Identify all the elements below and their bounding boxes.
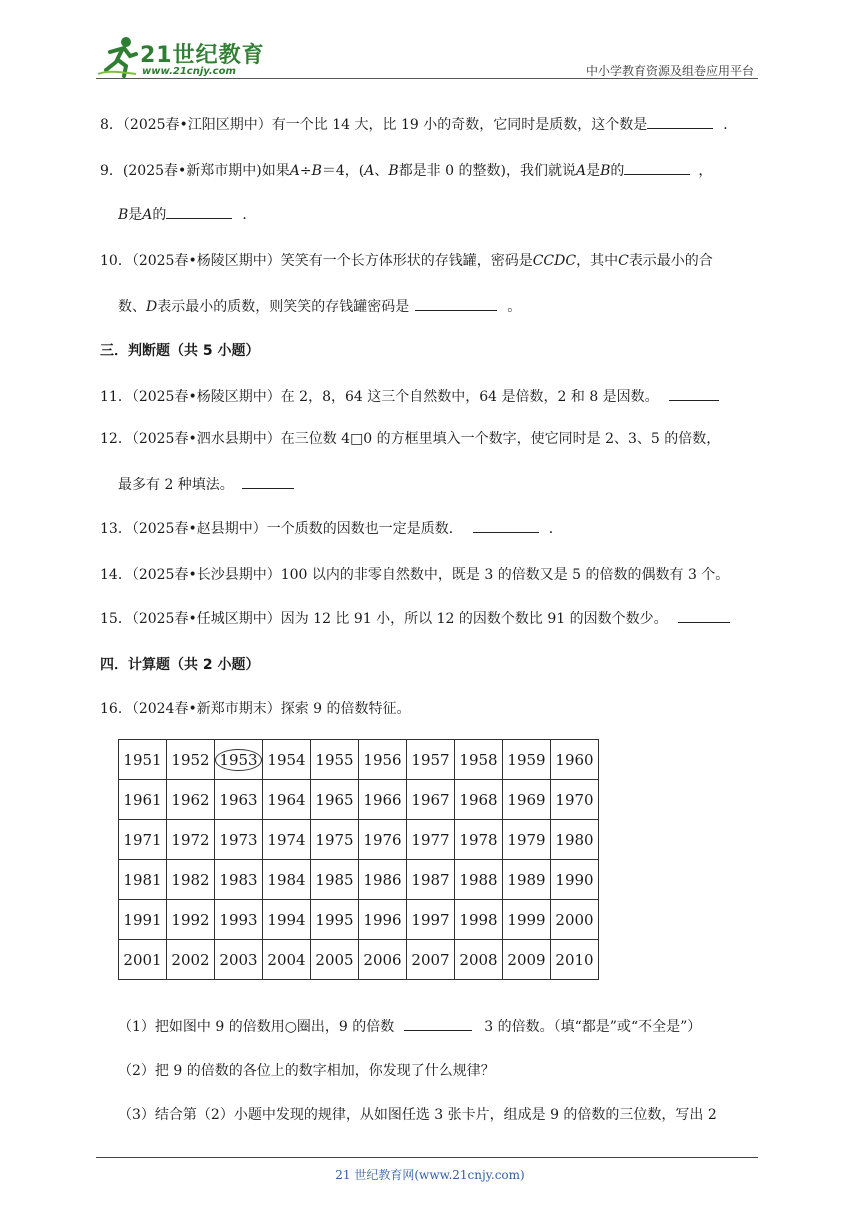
cell-number: 1988: [459, 870, 498, 889]
grid-cell[interactable]: [407, 900, 455, 940]
cell-number: 1957: [411, 750, 450, 769]
answer-blank[interactable]: [678, 608, 730, 623]
sub-question-3: （3）结合第（2）小题中发现的规律，从如图任选 3 张卡片，组成是 9 的倍数的三位数，写出 2: [118, 1107, 717, 1123]
cell-number: 1978: [459, 830, 498, 849]
grid-cell[interactable]: [359, 780, 407, 820]
platform-name: 中小学教育资源及组卷应用平台: [585, 64, 754, 78]
grid-cell[interactable]: [215, 860, 263, 900]
grid-cell[interactable]: [263, 780, 311, 820]
cell-number: 1963: [219, 790, 258, 809]
cell-number: 1996: [363, 910, 402, 929]
cell-number: 1991: [123, 910, 162, 929]
grid-cell[interactable]: [167, 900, 215, 940]
cell-number: 1958: [459, 750, 498, 769]
answer-blank[interactable]: [647, 114, 713, 129]
cell-number: 1999: [507, 910, 546, 929]
grid-cell[interactable]: [551, 900, 599, 940]
cell-number: 2003: [219, 950, 258, 969]
cell-number: 1968: [459, 790, 498, 809]
cell-number: 1980: [555, 830, 594, 849]
grid-cell[interactable]: [119, 860, 167, 900]
grid-cell[interactable]: [503, 940, 551, 980]
grid-cell[interactable]: [167, 860, 215, 900]
cell-number: 1969: [507, 790, 546, 809]
cell-number: 1976: [363, 830, 402, 849]
cell-number: 1954: [267, 750, 306, 769]
question-10-line2: 数、D表示最小的质数，则笑笑的存钱罐密码是 。: [118, 296, 521, 316]
page-header: [96, 30, 758, 80]
logo-url: www.21cnjy.com: [142, 66, 236, 77]
grid-cell[interactable]: [167, 940, 215, 980]
question-9-line2: B是A的 ．: [118, 204, 256, 224]
grid-cell[interactable]: [455, 940, 503, 980]
cell-number: 1998: [459, 910, 498, 929]
grid-cell[interactable]: [263, 900, 311, 940]
grid-cell[interactable]: [215, 900, 263, 940]
cell-number: 2005: [315, 950, 354, 969]
question-12: 12．（2025春•泗水县期中）在三位数 4□0 的方框里填入一个数字，使它同时是 2、3、5 的倍数，: [100, 431, 721, 447]
cell-number: 1974: [267, 830, 306, 849]
grid-row: [119, 900, 599, 940]
cell-number: 1970: [555, 790, 594, 809]
cell-number: 1972: [171, 830, 210, 849]
cell-number: 1953: [215, 749, 261, 771]
answer-blank[interactable]: [166, 204, 232, 219]
grid-cell[interactable]: [407, 780, 455, 820]
cell-number: 1989: [507, 870, 546, 889]
cell-number: 1983: [219, 870, 258, 889]
grid-cell[interactable]: [407, 820, 455, 860]
runner-logo-icon: [96, 34, 140, 78]
question-15: 15．（2025春•任城区期中）因为 12 比 91 小，所以 12 的因数个数比 91 的因数个数少。: [100, 608, 730, 628]
grid-cell[interactable]: [215, 820, 263, 860]
grid-cell[interactable]: [407, 940, 455, 980]
question-number: 8．: [100, 117, 123, 133]
cell-number: 1990: [555, 870, 594, 889]
grid-cell[interactable]: [407, 740, 455, 780]
grid-cell[interactable]: [407, 860, 455, 900]
cell-number: 1994: [267, 910, 306, 929]
grid-cell[interactable]: [311, 780, 359, 820]
grid-cell[interactable]: [311, 900, 359, 940]
grid-cell[interactable]: [311, 820, 359, 860]
grid-cell[interactable]: [167, 740, 215, 780]
cell-number: 1961: [123, 790, 162, 809]
cell-number: 2001: [123, 950, 162, 969]
grid-cell[interactable]: [167, 780, 215, 820]
cell-number: 1960: [555, 750, 594, 769]
question-16: 16．（2024春•新郑市期末）探索 9 的倍数特征。: [100, 701, 411, 717]
sub-question-2: （2）把 9 的倍数的各位上的数字相加，你发现了什么规律？: [118, 1063, 495, 1079]
cell-number: 1959: [507, 750, 546, 769]
grid-cell[interactable]: [119, 900, 167, 940]
question-14: 14．（2025春•长沙县期中）100 以内的非零自然数中，既是 3 的倍数又是 5 的倍数的偶数有 3 个。: [100, 567, 730, 583]
grid-cell[interactable]: [119, 780, 167, 820]
cell-number: 1985: [315, 870, 354, 889]
cell-number: 1979: [507, 830, 546, 849]
grid-cell[interactable]: [455, 820, 503, 860]
cell-number: 1975: [315, 830, 354, 849]
grid-cell[interactable]: [119, 820, 167, 860]
cell-number: 1971: [123, 830, 162, 849]
grid-cell[interactable]: [503, 900, 551, 940]
grid-cell[interactable]: [503, 820, 551, 860]
grid-cell[interactable]: [503, 740, 551, 780]
question-source: （2025春•江阳区期中）: [122, 117, 272, 133]
cell-number: 1973: [219, 830, 258, 849]
cell-number: 1955: [315, 750, 354, 769]
grid-cell[interactable]: [311, 940, 359, 980]
footer-divider: [96, 1157, 758, 1158]
cell-number: 1966: [363, 790, 402, 809]
grid-cell[interactable]: [359, 860, 407, 900]
cell-number: 1981: [123, 870, 162, 889]
section-title-calc: 四．计算题（共 2 小题）: [100, 657, 260, 673]
site-logo: [96, 34, 266, 78]
cell-number: 2006: [363, 950, 402, 969]
cell-number: 2009: [507, 950, 546, 969]
cell-number: 1993: [219, 910, 258, 929]
grid-cell[interactable]: [551, 740, 599, 780]
number-grid: [118, 739, 599, 980]
grid-row: [119, 740, 599, 780]
grid-row: [119, 780, 599, 820]
grid-cell[interactable]: [551, 780, 599, 820]
grid-row: [119, 940, 599, 980]
grid-cell[interactable]: [311, 740, 359, 780]
grid-cell[interactable]: [455, 780, 503, 820]
cell-number: 1956: [363, 750, 402, 769]
grid-cell[interactable]: [311, 860, 359, 900]
cell-number: 1952: [171, 750, 210, 769]
page-footer: 21 世纪教育网(www.21cnjy.com): [335, 1168, 525, 1182]
cell-number: 2002: [171, 950, 210, 969]
cell-number: 1977: [411, 830, 450, 849]
question-10: 10．（2025春•杨陵区期中）笑笑有一个长方体形状的存钱罐，密码是CCDC，其中C表示最小的合: [100, 253, 713, 269]
answer-blank[interactable]: [669, 386, 719, 401]
cell-number: 2010: [555, 950, 594, 969]
cell-number: 1964: [267, 790, 306, 809]
answer-blank[interactable]: [473, 518, 539, 533]
cell-number: 1995: [315, 910, 354, 929]
grid-cell[interactable]: [119, 940, 167, 980]
grid-cell[interactable]: [455, 860, 503, 900]
cell-number: 1997: [411, 910, 450, 929]
grid-cell[interactable]: [455, 900, 503, 940]
grid-row: [119, 860, 599, 900]
cell-number: 1962: [171, 790, 210, 809]
cell-number: 2004: [267, 950, 306, 969]
header-divider: [96, 78, 758, 79]
logo-text: 21世纪教育: [140, 43, 265, 68]
sub-question-1: （1）把如图中 9 的倍数用○圈出，9 的倍数 3 的倍数。（填“都是”或“不全是”）: [118, 1016, 701, 1036]
cell-number: 1992: [171, 910, 210, 929]
cell-number: 1984: [267, 870, 306, 889]
answer-blank[interactable]: [624, 160, 690, 175]
cell-number: 1967: [411, 790, 450, 809]
grid-cell[interactable]: [359, 820, 407, 860]
grid-cell[interactable]: [119, 740, 167, 780]
grid-row: [119, 820, 599, 860]
cell-number: 2000: [555, 910, 594, 929]
grid-cell[interactable]: [503, 780, 551, 820]
question-13: 13．（2025春•赵县期中）一个质数的因数也一定是质数． ．: [100, 518, 563, 538]
cell-number: 1951: [123, 750, 162, 769]
grid-cell[interactable]: [215, 780, 263, 820]
cell-number: 1986: [363, 870, 402, 889]
cell-number: 2007: [411, 950, 450, 969]
grid-cell[interactable]: [359, 740, 407, 780]
grid-cell[interactable]: [263, 820, 311, 860]
cell-number: 1982: [171, 870, 210, 889]
grid-cell[interactable]: [263, 740, 311, 780]
cell-number: 1987: [411, 870, 450, 889]
cell-number: 2008: [459, 950, 498, 969]
cell-number: 1965: [315, 790, 354, 809]
answer-blank[interactable]: [404, 1016, 472, 1031]
question-9: 9．(2025春•新郑市期中)如果A÷B＝4，(A、B都是非 0 的整数)，我们就说A是B的 ，: [100, 160, 712, 180]
grid-cell[interactable]: [359, 900, 407, 940]
question-8: 8．（2025春•江阳区期中）有一个比 14 大，比 19 小的奇数，它同时是质数，这个数是 ．: [100, 114, 737, 134]
question-12-line2: 最多有 2 种填法。: [118, 474, 294, 494]
grid-cell[interactable]: [215, 940, 263, 980]
grid-cell[interactable]: [455, 740, 503, 780]
grid-cell[interactable]: [167, 820, 215, 860]
answer-blank[interactable]: [415, 296, 497, 311]
grid-cell[interactable]: [263, 940, 311, 980]
grid-cell[interactable]: [551, 820, 599, 860]
grid-cell[interactable]: [503, 860, 551, 900]
grid-cell[interactable]: [551, 940, 599, 980]
section-title-judge: 三．判断题（共 5 小题）: [100, 343, 260, 359]
question-text: 有一个比 14 大，比 19 小的奇数，它同时是质数，这个数是: [271, 117, 648, 133]
grid-cell[interactable]: [215, 740, 263, 780]
grid-cell[interactable]: [263, 860, 311, 900]
grid-cell[interactable]: [359, 940, 407, 980]
answer-blank[interactable]: [242, 474, 294, 489]
question-11: 11．（2025春•杨陵区期中）在 2，8，64 这三个自然数中，64 是倍数，2 和 8 是因数。: [100, 386, 719, 406]
grid-cell[interactable]: [551, 860, 599, 900]
